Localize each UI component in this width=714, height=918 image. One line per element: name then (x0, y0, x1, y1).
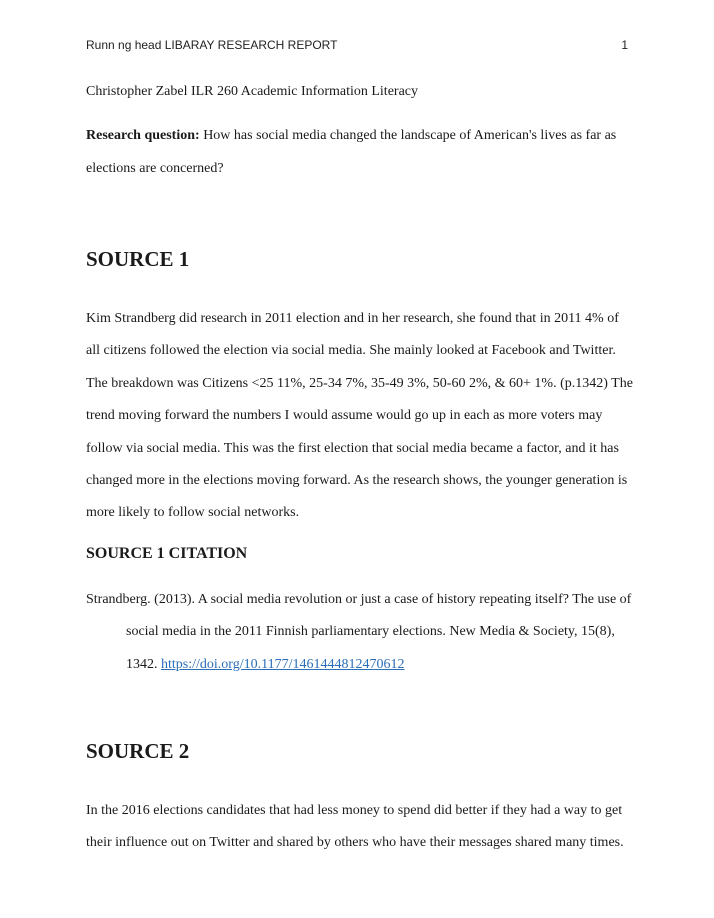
running-head: Runn ng head LIBARAY RESEARCH REPORT (86, 38, 338, 52)
document-body (86, 80, 634, 860)
source-1-heading: SOURCE 1 (86, 247, 190, 271)
doi-link[interactable]: https://doi.org/10.1177/1461444812470612 (161, 656, 405, 672)
research-question (86, 120, 634, 185)
research-question-label: Research question: (86, 128, 200, 143)
source-2-heading: SOURCE 2 (86, 739, 190, 764)
source-1-citation-heading: SOURCE 1 CITATION (86, 544, 248, 562)
research-question-text: How has social media changed the landscape of American's lives as far as elections are concerned? (86, 128, 617, 176)
page-number: 1 (621, 38, 628, 52)
page-header (86, 38, 628, 52)
citation-text: Strandberg. (2013). A social media revolution or just a case of history repeating itself? The use of social media in the 2011 Finnish parliamentary elections. New Media & Society, 15(8), 1342. (86, 591, 632, 672)
source-1-citation (86, 584, 634, 681)
author-course-line: Christopher Zabel ILR 260 Academic Information Literacy (86, 84, 419, 99)
source-2-paragraph: In the 2016 elections candidates that had less money to spend did better if they had a way to get their influence out on Twitter and shared by others who have their messages shared many times. (86, 803, 624, 851)
source-1-paragraph: Kim Strandberg did research in 2011 election and in her research, she found that in 2011 4% of all citizens followed the election via social media. She mainly looked at Facebook and Twitter. The breakdown was Citizens <25 11%, 25-34 7%, 35-49 3%, 50-60 2%, & 60+ 1%. (p.1342) The trend moving forward the numbers I would assume would go up in each as more voters may follow via social media. This was the first election that social media became a factor, and it has changed more in the elections moving forward. As the research shows, the younger generation is more likely to follow social networks. (86, 311, 633, 521)
